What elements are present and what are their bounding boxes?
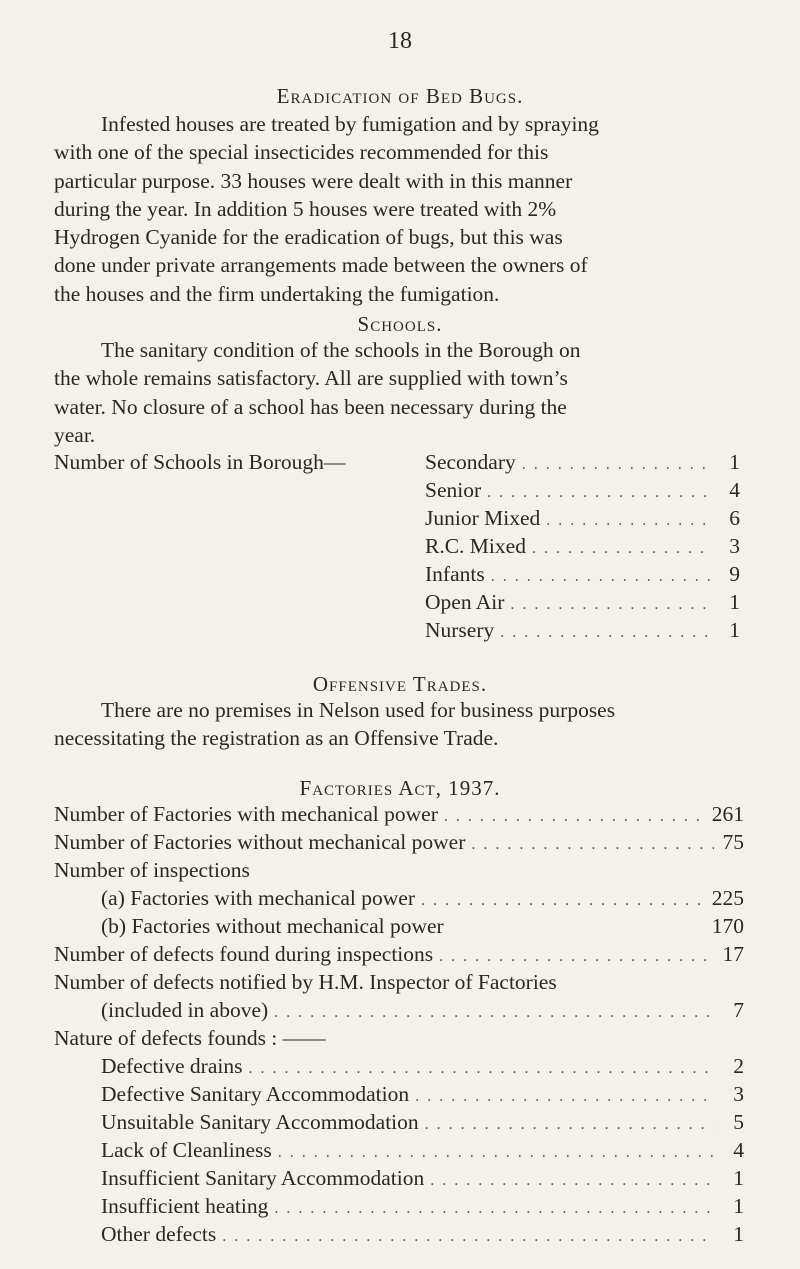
paragraph-line: the houses and the firm undertaking the fumigation. (54, 281, 500, 306)
school-row (425, 616, 740, 644)
row-value: 170 (711, 914, 744, 938)
defect-row (101, 1108, 744, 1136)
schools-paragraph (54, 336, 744, 449)
paragraph-line: There are no premises in Nelson used for business purposes (101, 698, 616, 722)
factories-row (54, 940, 744, 968)
defect-row (101, 1164, 744, 1192)
defect-count: 2 (733, 1054, 744, 1078)
offensive-trades-heading: Offensive Trades. (312, 672, 488, 696)
row-label: Number of defects found during inspections (54, 942, 434, 966)
school-count: 1 (729, 590, 740, 614)
defect-row (101, 1136, 744, 1164)
school-type: R.C. Mixed (425, 534, 526, 558)
defect-label: Defective drains (101, 1054, 243, 1078)
paragraph-line: year. (54, 422, 96, 447)
school-row (425, 560, 740, 588)
paragraph-line: water. No closure of a school has been necessary during the (54, 394, 567, 419)
school-type: Junior Mixed (425, 506, 541, 530)
paragraph-line: the whole remains satisfactory. All are supplied with town’s (54, 366, 568, 391)
row-label: (included in above) (101, 998, 269, 1022)
row-value: 75 (722, 830, 744, 854)
defect-count: 5 (733, 1110, 744, 1134)
school-type: Nursery (425, 618, 495, 642)
defect-count: 1 (733, 1222, 744, 1246)
row-value: 225 (711, 886, 744, 910)
defect-label: Lack of Cleanliness (101, 1138, 272, 1162)
defect-count: 3 (733, 1082, 744, 1106)
defect-label: Insufficient heating (101, 1194, 269, 1218)
factories-row (101, 912, 744, 940)
defect-row (101, 1080, 744, 1108)
row-value: 17 (722, 942, 744, 966)
paragraph-line: The sanitary condition of the schools in the Borough on (101, 338, 581, 362)
defect-label: Defective Sanitary Accommodation (101, 1082, 410, 1106)
factories-heading: Factories Act, 1937. (299, 776, 501, 800)
row-label: Number of Factories with mechanical power (54, 802, 438, 826)
row-label: Number of Factories without mechanical power (54, 830, 466, 854)
notified-label: Number of defects notified by H.M. Inspector of Factories (54, 970, 557, 994)
school-type: Senior (425, 478, 482, 502)
paragraph-line: Hydrogen Cyanide for the eradication of bugs, but this was (54, 225, 563, 250)
defect-count: 1 (733, 1166, 744, 1190)
nature-label: Nature of defects founds : —— (54, 1026, 326, 1050)
school-count: 3 (729, 534, 740, 558)
factories-row (54, 800, 744, 828)
school-row (425, 448, 740, 476)
offensive-trades-paragraph (54, 696, 744, 753)
paragraph-line: with one of the special insecticides recommended for this (54, 140, 549, 165)
bed-bugs-heading: Eradication of Bed Bugs. (276, 84, 524, 108)
school-type: Secondary (425, 450, 516, 474)
defect-label: Insufficient Sanitary Accommodation (101, 1166, 425, 1190)
schools-table-prefix: Number of Schools in Borough— (54, 450, 346, 474)
paragraph-line: particular purpose. 33 houses were dealt with in this manner (54, 168, 573, 193)
page-number: 18 (388, 28, 412, 54)
factories-row (54, 828, 744, 856)
row-value: 7 (733, 998, 744, 1022)
school-row (425, 476, 740, 504)
defect-count: 1 (733, 1194, 744, 1218)
row-label: (b) Factories without mechanical power (101, 914, 444, 938)
row-value: 261 (711, 802, 744, 826)
paragraph-line: done under private arrangements made between the owners of (54, 253, 588, 278)
school-row (425, 532, 740, 560)
school-count: 1 (729, 450, 740, 474)
paragraph-line: necessitating the registration as an Offensive Trade. (54, 726, 499, 751)
inspections-label: Number of inspections (54, 858, 250, 882)
bed-bugs-paragraph (54, 110, 744, 308)
paragraph-line: Infested houses are treated by fumigation and by spraying (101, 112, 599, 136)
defect-count: 4 (733, 1138, 744, 1162)
school-count: 6 (729, 506, 740, 530)
defect-row (101, 1052, 744, 1080)
defect-row (101, 1192, 744, 1220)
factories-row (101, 884, 744, 912)
school-count: 9 (729, 562, 740, 586)
school-row (425, 588, 740, 616)
schools-heading: Schools. (357, 312, 443, 336)
paragraph-line: during the year. In addition 5 houses were treated with 2% (54, 196, 557, 221)
school-count: 4 (729, 478, 740, 502)
row-label: (a) Factories with mechanical power (101, 886, 416, 910)
defect-row (101, 1220, 744, 1248)
school-row (425, 504, 740, 532)
defect-label: Other defects (101, 1222, 217, 1246)
defect-label: Unsuitable Sanitary Accommodation (101, 1110, 419, 1134)
school-type: Open Air (425, 590, 505, 614)
school-count: 1 (729, 618, 740, 642)
school-type: Infants (425, 562, 485, 586)
factories-row (101, 996, 744, 1024)
